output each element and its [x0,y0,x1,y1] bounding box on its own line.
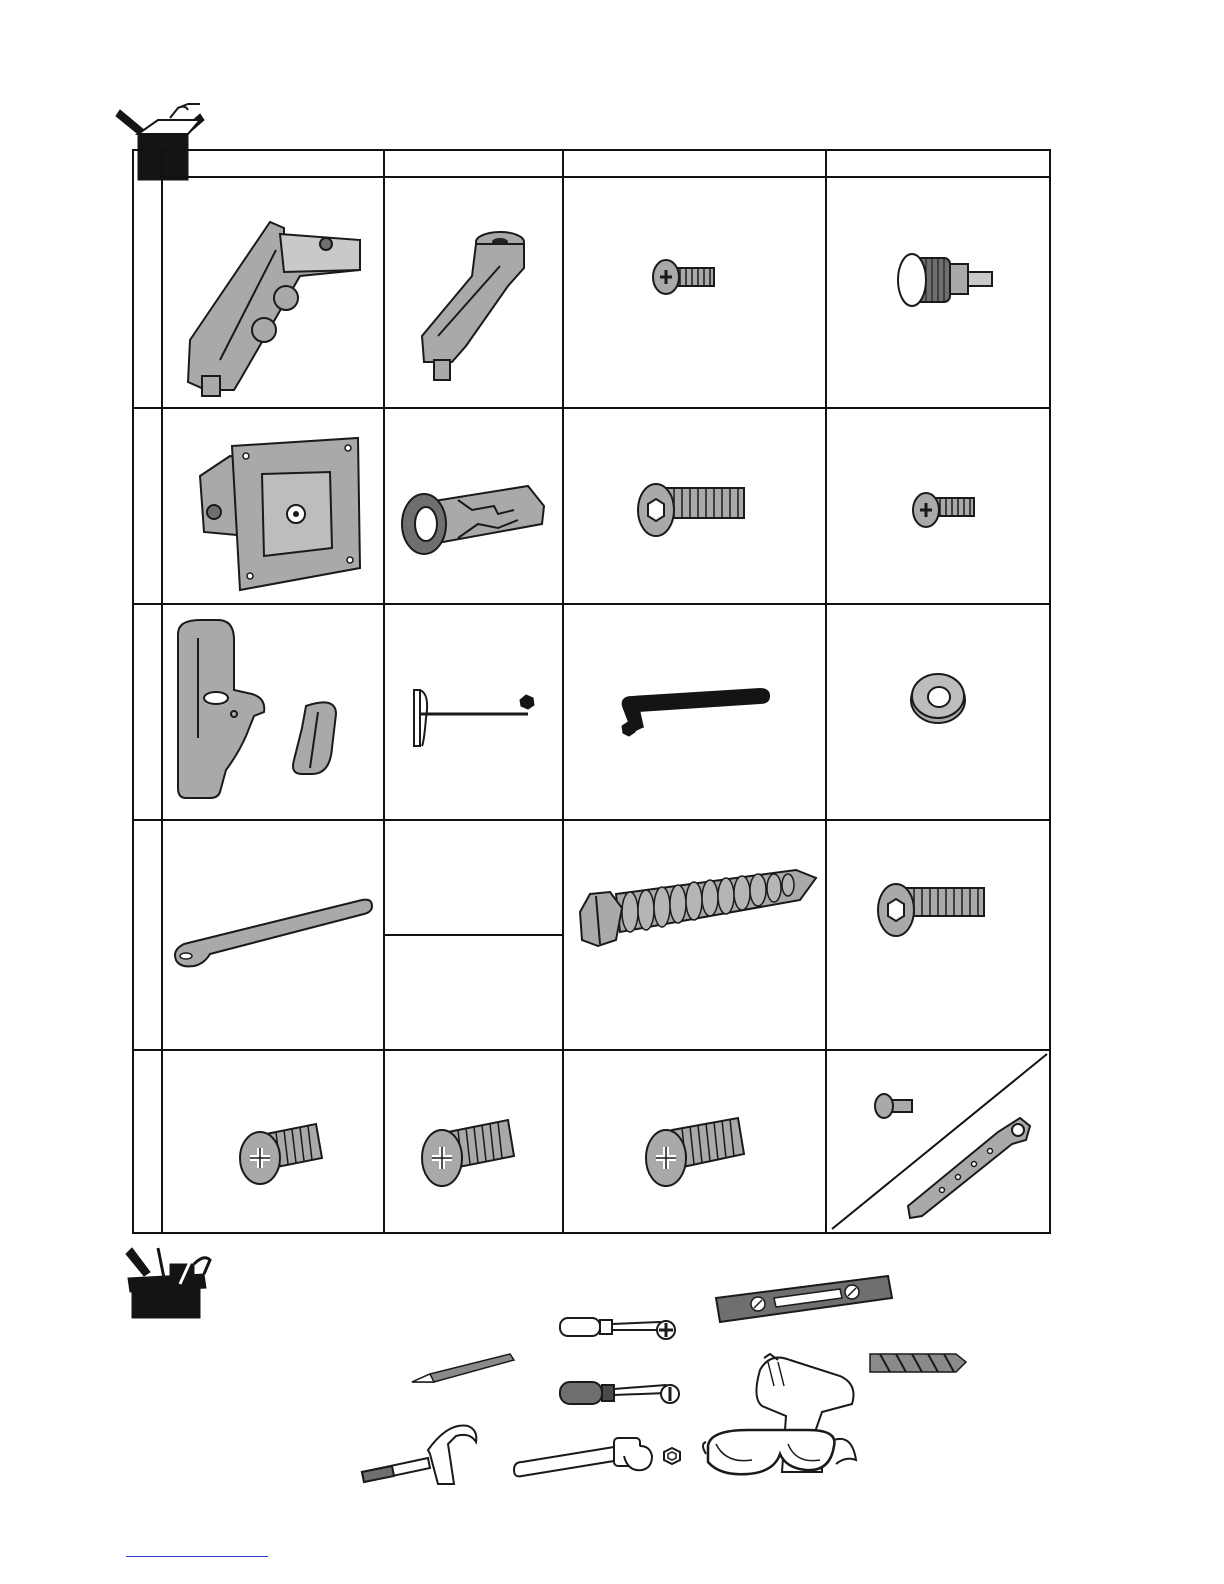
hex-socket-button-bolt-icon [634,480,748,540]
phillips-pan-head-screw-icon [650,258,720,298]
l-hex-key-icon [610,684,770,744]
socket-wrench-icon [510,1430,694,1482]
t-handle-hex-key-icon [408,684,538,754]
hex-lag-bolt-icon [576,866,820,954]
flat-screwdriver-icon [556,1372,686,1410]
flat-head-screw-short-icon [236,1118,326,1188]
cable-tie-icon [170,894,378,970]
knurled-thumb-screw-icon [894,250,998,314]
spirit-level-icon [714,1272,894,1328]
pencil-icon [410,1352,516,1386]
phillips-screwdriver-icon [556,1306,680,1342]
arm-extension-part-icon [180,210,370,400]
flat-head-screw-long-icon [642,1112,748,1192]
pole-clamp-bracket-and-cover-icon [168,618,348,804]
washer-icon [908,670,968,726]
hex-socket-bolt-long-icon [874,880,988,940]
drill-bit-icon [866,1348,970,1378]
small-phillips-screw-icon [910,490,978,530]
vesa-mounting-plate-icon [190,436,362,592]
safety-glasses-icon [700,1420,860,1482]
wall-anchor-icon [398,480,548,560]
hammer-icon [358,1420,478,1486]
toolbox-icon [124,1244,214,1322]
flat-head-screw-medium-icon [418,1114,518,1190]
pivot-arm-part-icon [408,226,538,386]
lever-bracket-icon [902,1110,1036,1220]
footer-rule [126,1556,268,1557]
